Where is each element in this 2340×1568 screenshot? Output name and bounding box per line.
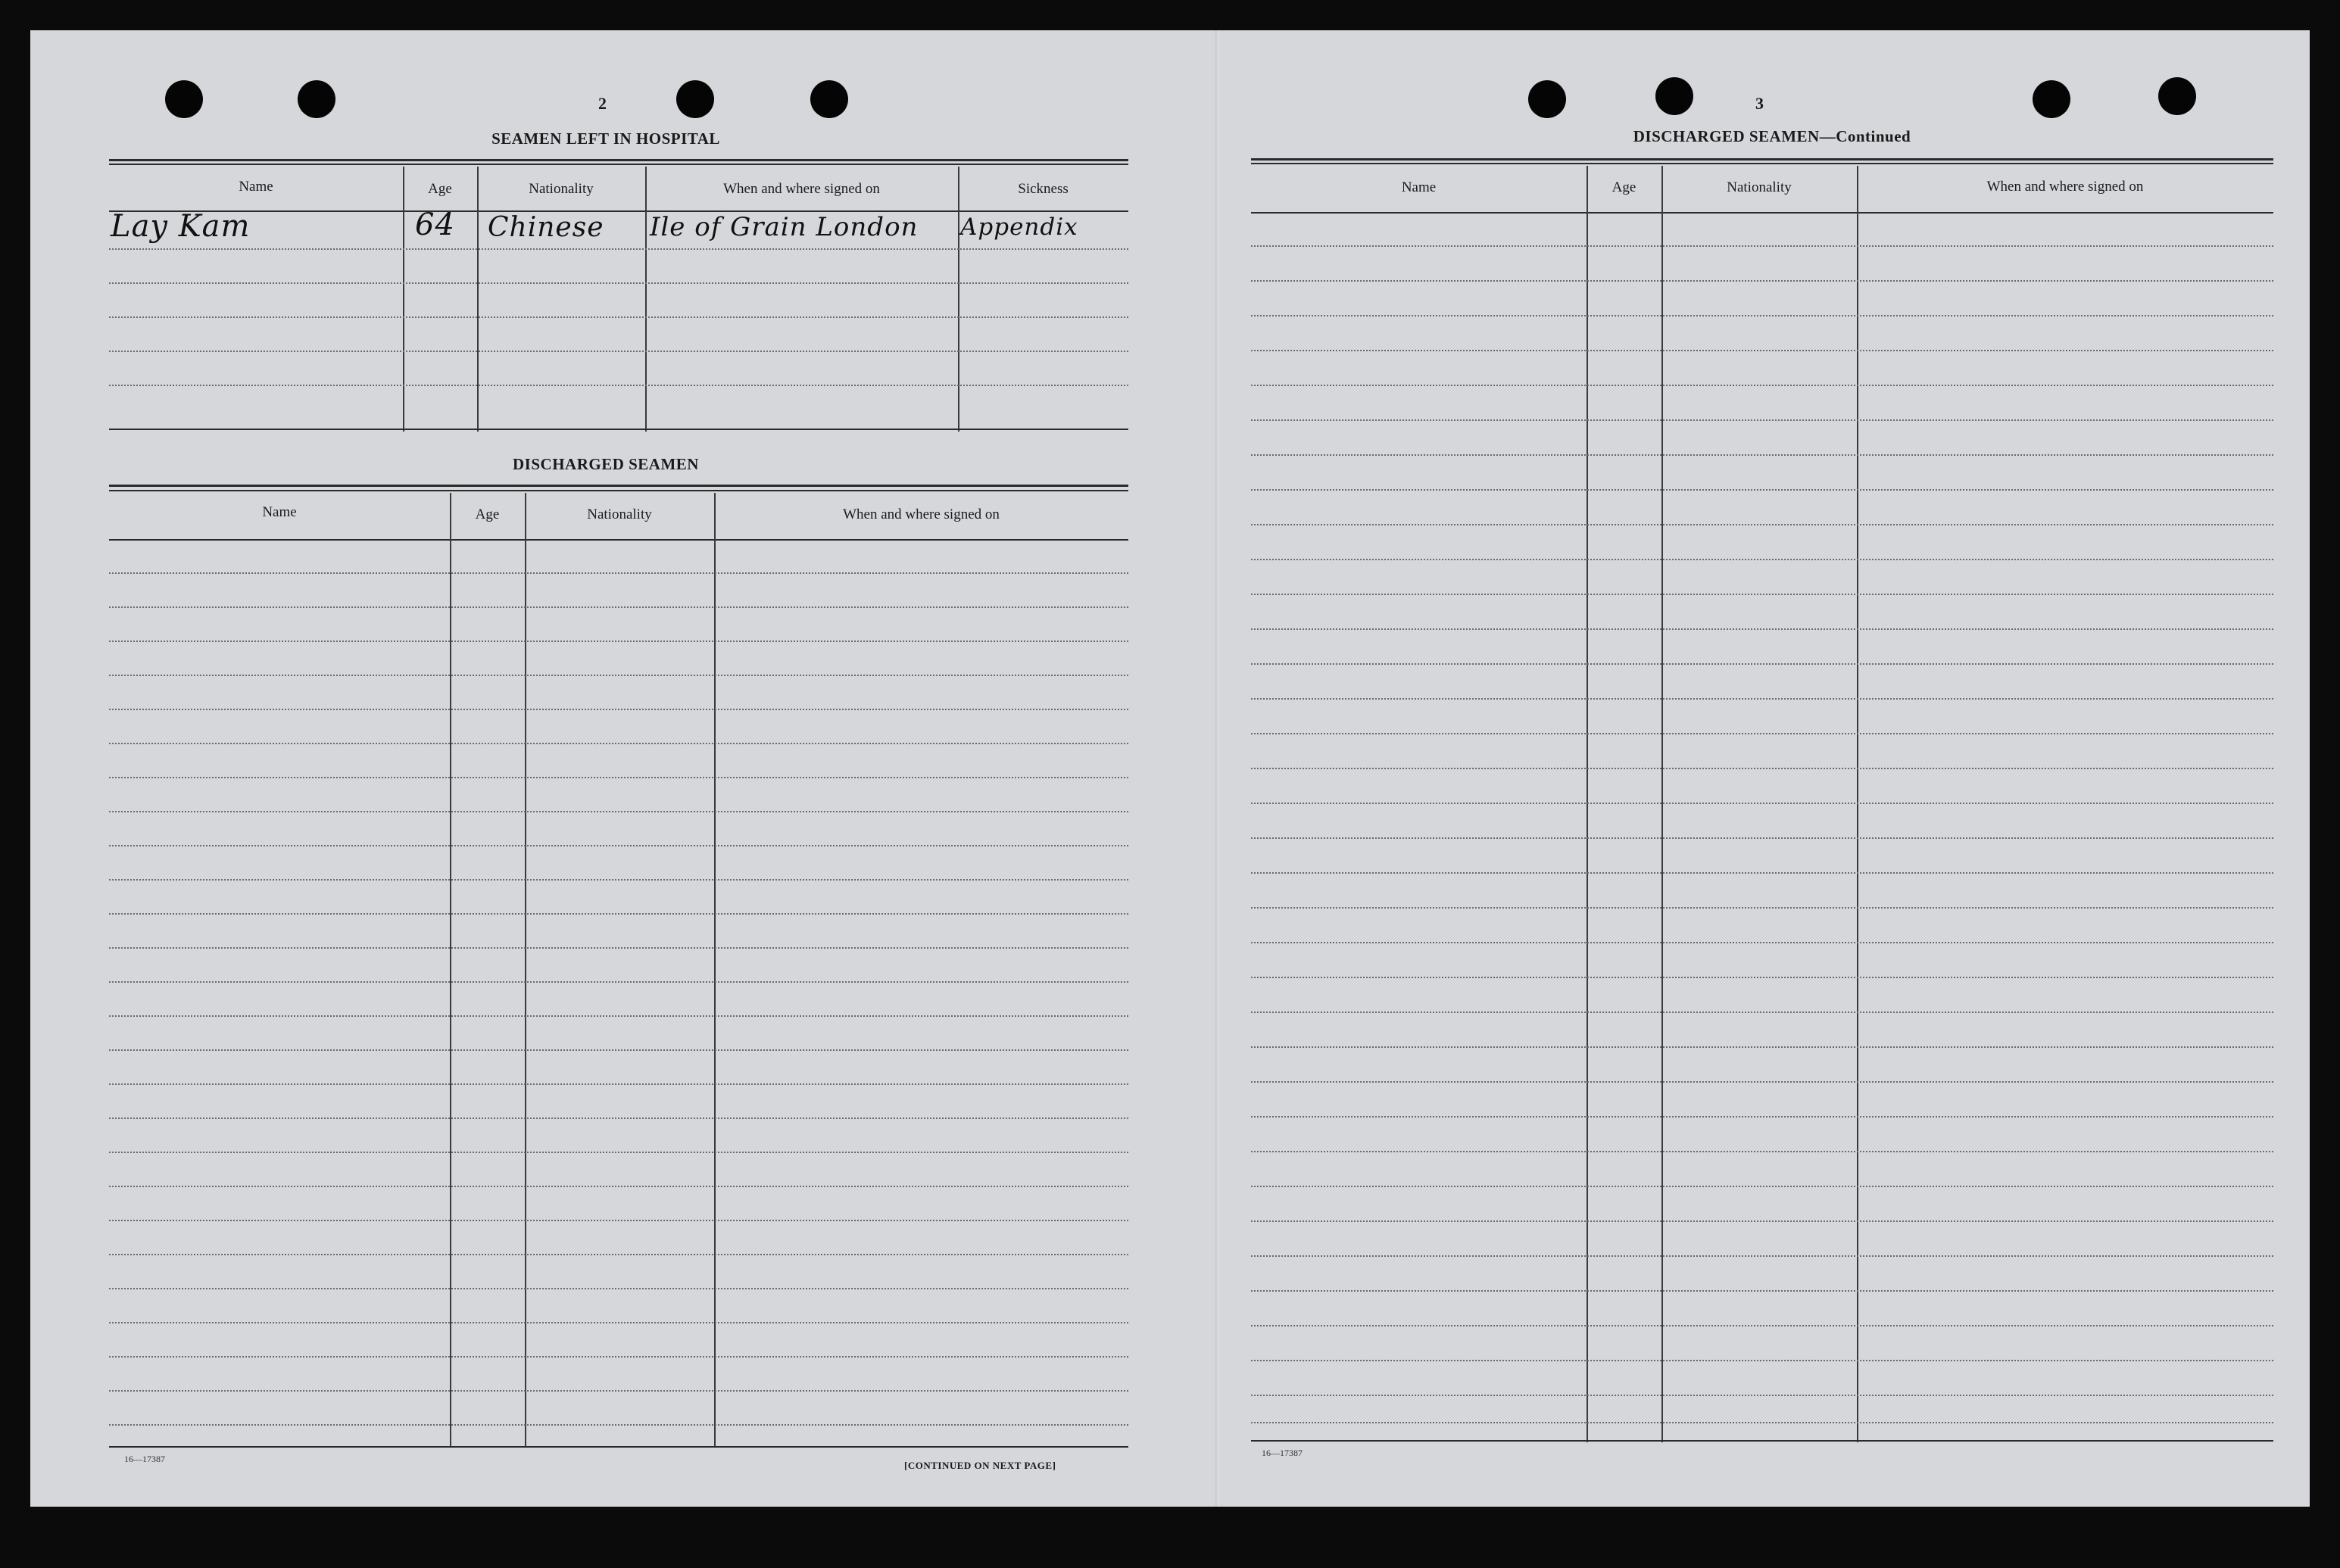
section-title-discharged: DISCHARGED SEAMEN (513, 455, 699, 473)
punch-hole (1528, 80, 1566, 118)
column-header-name: Name (262, 504, 297, 520)
column-header-name: Name (239, 179, 273, 195)
manifest-sheet (30, 30, 2310, 1507)
page-fold (1215, 30, 1218, 1507)
handwritten-sickness: Appendix (960, 214, 1078, 241)
handwritten-nationality: Chinese (488, 212, 604, 243)
punch-hole (1655, 77, 1693, 115)
handwritten-age: 64 (415, 207, 455, 242)
punch-hole (298, 80, 335, 118)
punch-hole (2033, 80, 2070, 118)
column-header-age: Age (475, 507, 500, 522)
page-number: 2 (598, 94, 607, 113)
section-title-hospital: SEAMEN LEFT IN HOSPITAL (491, 129, 720, 148)
continued-note: [CONTINUED ON NEXT PAGE] (904, 1460, 1056, 1471)
column-header-nationality: Nationality (529, 181, 594, 197)
column-header-sickness: Sickness (1018, 181, 1069, 197)
punch-hole (2158, 77, 2196, 115)
column-header-nationality: Nationality (1727, 179, 1792, 195)
column-header-age: Age (1611, 179, 1636, 195)
handwritten-name: Lay Kam (111, 209, 251, 244)
form-number: 16—17387 (1262, 1448, 1303, 1458)
column-header-age: Age (428, 181, 452, 197)
punch-hole (165, 80, 203, 118)
page-number: 3 (1755, 94, 1764, 113)
punch-hole (810, 80, 848, 118)
column-header-signed-on: When and where signed on (843, 507, 1000, 522)
column-header-signed-on: When and where signed on (723, 181, 880, 197)
section-title-discharged-continued: DISCHARGED SEAMEN—Continued (1633, 127, 1911, 145)
column-header-name: Name (1401, 179, 1437, 195)
form-number: 16—17387 (124, 1454, 165, 1464)
punch-hole (676, 80, 714, 118)
column-header-nationality: Nationality (587, 507, 652, 522)
column-header-signed-on: When and where signed on (1986, 179, 2144, 195)
handwritten-signed-on: Ile of Grain London (650, 212, 919, 242)
